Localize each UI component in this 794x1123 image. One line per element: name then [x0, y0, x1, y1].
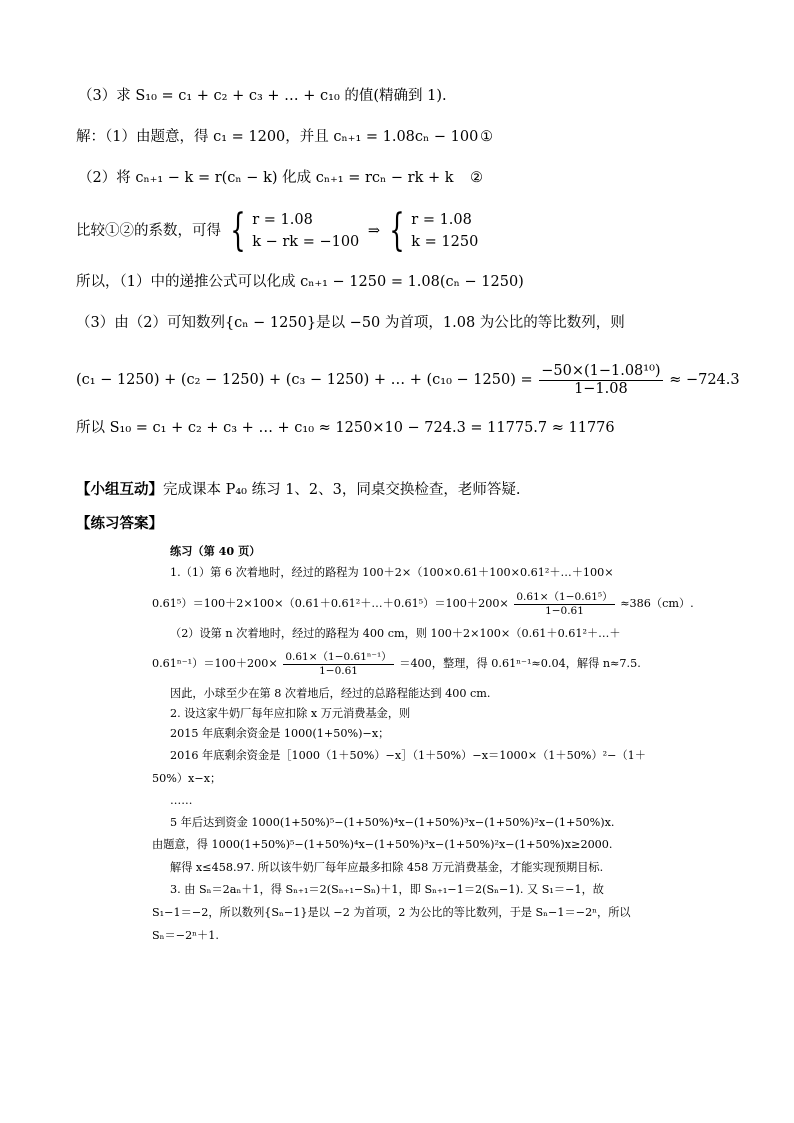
ex1-line-a: 1.（1）第 6 次着地时，经过的路程为 100＋2×（100×0.61＋100×0.61²＋…＋100×: [170, 566, 614, 579]
sum-numerator: −50×(1−1.08¹⁰): [541, 362, 661, 379]
ex1-b-numerator: 0.61×（1−0.61⁵）: [516, 590, 613, 603]
ex2-line-d: 50%）x−x；: [152, 772, 222, 785]
solution-part2: （2）将 cₙ₊₁ − k = r(cₙ − k) 化成 cₙ₊₁ = rcₙ − rk + k: [78, 170, 454, 186]
left-brace-icon: {: [229, 205, 246, 256]
ex3-line-b: S₁−1＝−2，所以数列{Sₙ−1}是以 −2 为首项，2 为公比的等比数列，于是 Sₙ−1＝−2ⁿ，所以: [152, 906, 631, 919]
ex2-line-h: 解得 x≤458.97. 所以该牛奶厂每年应最多扣除 458 万元消费基金，才能实现预期目标.: [170, 861, 604, 874]
ex1-b-fraction: [514, 591, 614, 618]
ex1-d-numerator: 0.61×（1−0.61ⁿ⁻¹）: [285, 650, 392, 663]
answers-heading: 【练习答案】: [76, 515, 163, 532]
q3-prompt: （3）求 S₁₀ = c₁ + c₂ + c₃ + … + c₁₀ 的值(精确到 1).: [78, 88, 447, 104]
ex1-line-b: [152, 590, 694, 618]
sum-fraction: [539, 363, 662, 398]
ex2-line-g: 由题意，得 1000(1+50%)⁵−(1+50%)⁴x−(1+50%)³x−(1+50%)²x−(1+50%)x≥2000.: [152, 838, 613, 851]
ex1-b-result: ≈386（cm）.: [620, 597, 694, 610]
coefficient-comparison: [76, 205, 479, 256]
ex2-line-c: 2016 年底剩余资金是［1000（1＋50%）−x］（1＋50%）−x＝1000×（1＋50%）²−（1＋: [170, 749, 646, 762]
ex2-line-f: 5 年后达到资金 1000(1+50%)⁵−(1+50%)⁴x−(1+50%)³x−(1+50%)²x−(1+50%)x.: [170, 816, 615, 829]
group-interaction: [76, 480, 521, 500]
ex2-line-b: 2015 年底剩余资金是 1000(1+50%)−x；: [170, 727, 390, 740]
system-one-bottom: k − rk = −100: [252, 234, 360, 250]
system-one: [252, 209, 359, 253]
system-two: [411, 209, 478, 253]
left-brace-icon: {: [388, 205, 405, 256]
ex1-d-fraction: [283, 651, 393, 678]
ex1-b-text: 0.61⁵）＝100＋2×100×（0.61＋0.61²＋…＋0.61⁵）＝100＋200×: [152, 597, 509, 610]
circle-two-marker: ②: [470, 170, 483, 186]
ex1-d-text: 0.61ⁿ⁻¹）＝100＋200×: [152, 657, 278, 670]
recurrence-rewrite: 所以，（1）中的递推公式可以化成 cₙ₊₁ − 1250 = 1.08(cₙ − 1250): [76, 274, 524, 290]
exercise-title: 练习（第 40 页）: [170, 544, 261, 558]
system-one-top: r = 1.08: [252, 212, 313, 228]
ex2-line-a: 2. 设这家牛奶厂每年应扣除 x 万元消费基金，则: [170, 707, 411, 720]
final-sum-line: 所以 S₁₀ = c₁ + c₂ + c₃ + … + c₁₀ ≈ 1250×10 − 724.3 = 11775.7 ≈ 11776: [76, 420, 615, 436]
group-text: 完成课本 P₄₀ 练习 1、2、3，同桌交换检查，老师答疑.: [163, 482, 521, 498]
compare-text: 比较①②的系数，可得: [76, 223, 221, 239]
ex1-line-e: 因此，小球至少在第 8 次着地后，经过的总路程能达到 400 cm.: [170, 687, 491, 700]
ex1-d-result: ＝400，整理，得 0.61ⁿ⁻¹≈0.04，解得 n≈7.5.: [399, 657, 641, 670]
ex1-line-d: [152, 650, 641, 678]
solution-part3: （3）由（2）可知数列{cₙ − 1250}是以 −50 为首项，1.08 为公比的等比数列，则: [76, 315, 625, 331]
circle-one-marker: ①: [480, 129, 493, 145]
system-two-top: r = 1.08: [411, 212, 472, 228]
group-tag: 【小组互动】: [76, 481, 163, 498]
sum-rhs: ≈ −724.3: [669, 372, 740, 388]
ex2-line-e: ……: [170, 794, 193, 807]
implies-arrow-icon: ⇒: [367, 223, 381, 239]
ex1-b-denominator: 1−0.61: [545, 604, 584, 617]
sum-denominator: 1−1.08: [574, 380, 628, 397]
sum-lhs: (c₁ − 1250) + (c₂ − 1250) + (c₃ − 1250) + … + (c₁₀ − 1250) =: [76, 372, 533, 388]
ex1-d-denominator: 1−0.61: [319, 664, 358, 677]
solution-part1: 解：（1）由题意，得 c₁ = 1200，并且 cₙ₊₁ = 1.08cₙ − 100: [76, 129, 479, 145]
system-two-bottom: k = 1250: [411, 234, 479, 250]
ex3-line-c: Sₙ＝−2ⁿ＋1.: [152, 929, 219, 942]
sum-equation: [76, 360, 740, 400]
ex3-line-a: 3. 由 Sₙ＝2aₙ＋1，得 Sₙ₊₁＝2(Sₙ₊₁−Sₙ)＋1，即 Sₙ₊₁−1＝2(Sₙ−1). 又 S₁＝−1，故: [170, 883, 604, 896]
ex1-line-c: （2）设第 n 次着地时，经过的路程为 400 cm，则 100＋2×100×（0.61＋0.61²＋…＋: [170, 627, 621, 640]
